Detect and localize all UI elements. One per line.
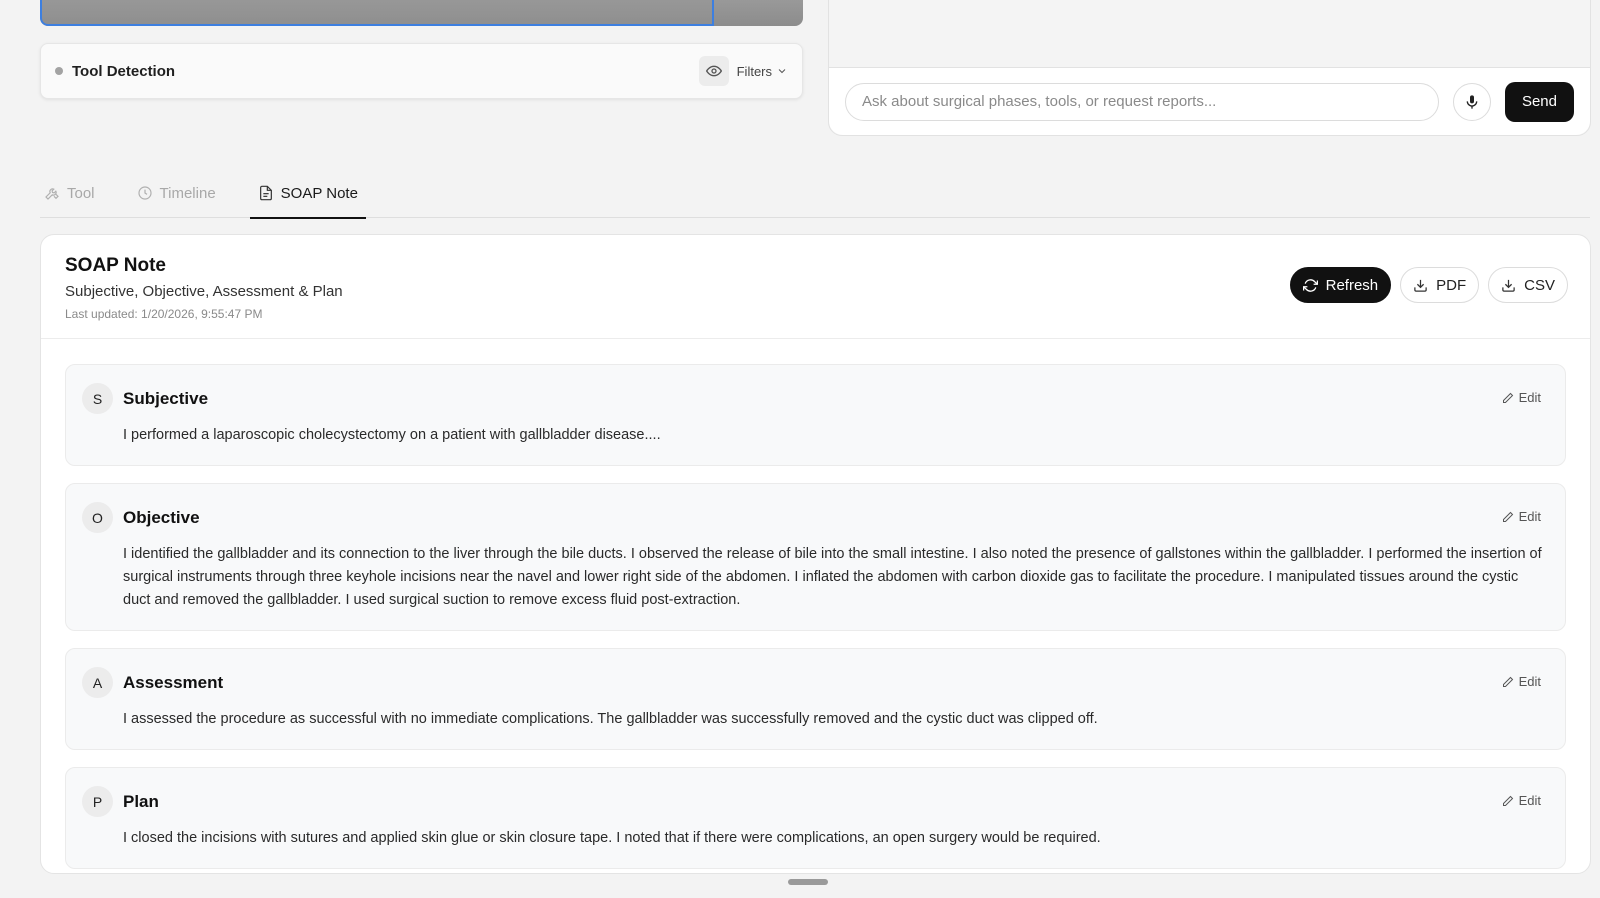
- soap-sections: [41, 339, 1590, 869]
- refresh-button[interactable]: [1290, 267, 1392, 303]
- document-icon: [258, 185, 274, 201]
- soap-header: [41, 235, 1590, 339]
- clock-icon: [137, 185, 153, 201]
- last-updated: Last updated: 1/20/2026, 9:55:47 PM: [65, 307, 263, 321]
- soap-subtitle: Subjective, Objective, Assessment & Plan: [65, 283, 343, 300]
- section-letter: O: [82, 502, 113, 533]
- filters-label: Filters: [736, 63, 772, 79]
- soap-section-assessment: [65, 648, 1566, 750]
- tools-icon: [44, 185, 60, 201]
- send-button[interactable]: Send: [1505, 82, 1574, 122]
- pdf-download-button[interactable]: [1400, 267, 1479, 303]
- edit-label: Edit: [1518, 390, 1541, 405]
- microphone-icon: [1464, 94, 1480, 110]
- tool-detection-bar: [40, 43, 803, 99]
- pencil-icon: [1502, 392, 1514, 404]
- pencil-icon: [1502, 511, 1514, 523]
- section-text: I assessed the procedure as successful with no immediate complications. The gallbladder was successfully removed and the cystic duct was clipped off.: [123, 711, 1098, 727]
- edit-label: Edit: [1518, 509, 1541, 524]
- section-text: I identified the gallbladder and its connection to the liver through the bile ducts. I observed the release of bile into the small intestine. I also noted the presence of gallstones within the gallbladder. I performed the insertion of surgical instruments through three keyhole incisions near the navel and lower right side of the abdomen. I inflated the abdomen with carbon dioxide gas to facilitate the procedure. I manipulated tissues around the cystic duct and removed the gallbladder. I used surgical suction to remove excess fluid post-extraction.: [123, 546, 1542, 608]
- section-letter: A: [82, 667, 113, 698]
- soap-actions: [1290, 267, 1568, 303]
- csv-label: CSV: [1524, 276, 1555, 294]
- soap-note-card: [40, 234, 1591, 874]
- section-title: Subjective: [123, 388, 209, 408]
- chat-input-row: [829, 67, 1590, 135]
- refresh-icon: [1303, 278, 1318, 293]
- section-text: I closed the incisions with sutures and applied skin glue or skin closure tape. I noted that if there were complications, an open surgery would be required.: [123, 830, 1101, 846]
- tab-bar: [40, 168, 1590, 218]
- soap-section-plan: [65, 767, 1566, 869]
- chat-input[interactable]: [845, 83, 1439, 121]
- video-player[interactable]: [40, 0, 803, 26]
- eye-icon[interactable]: [699, 56, 729, 86]
- tab-soap-note[interactable]: [254, 168, 362, 218]
- soap-section-objective: [65, 483, 1566, 631]
- tab-tool-label: Tool: [67, 184, 95, 202]
- edit-label: Edit: [1518, 674, 1541, 689]
- section-text: I performed a laparoscopic cholecystectomy on a patient with gallbladder disease....: [123, 427, 661, 443]
- tab-soap-note-label: SOAP Note: [280, 184, 358, 202]
- filters-dropdown[interactable]: [737, 64, 788, 79]
- soap-section-subjective: [65, 364, 1566, 466]
- pdf-label: PDF: [1436, 276, 1467, 294]
- tab-tool[interactable]: [40, 168, 99, 218]
- section-title: Objective: [123, 507, 200, 527]
- edit-button[interactable]: [1502, 674, 1541, 689]
- section-title: Assessment: [123, 672, 224, 692]
- csv-download-button[interactable]: [1488, 267, 1568, 303]
- refresh-label: Refresh: [1325, 276, 1379, 294]
- soap-title: SOAP Note: [65, 255, 167, 276]
- section-title: Plan: [123, 791, 159, 811]
- chat-panel: [828, 0, 1591, 136]
- edit-button[interactable]: [1502, 509, 1541, 524]
- tab-timeline[interactable]: [133, 168, 220, 218]
- edit-label: Edit: [1518, 793, 1541, 808]
- section-letter: P: [82, 786, 113, 817]
- tool-detection-label: Tool Detection: [72, 62, 176, 80]
- drag-handle[interactable]: [788, 879, 828, 885]
- edit-button[interactable]: [1502, 390, 1541, 405]
- edit-button[interactable]: [1502, 793, 1541, 808]
- microphone-button[interactable]: [1453, 83, 1491, 121]
- pencil-icon: [1502, 795, 1514, 807]
- download-icon: [1501, 278, 1516, 293]
- pencil-icon: [1502, 676, 1514, 688]
- status-dot: [55, 67, 63, 75]
- tab-timeline-label: Timeline: [159, 184, 216, 202]
- section-letter: S: [82, 383, 113, 414]
- video-progress-bar[interactable]: [40, 0, 714, 26]
- chevron-down-icon: [776, 65, 788, 77]
- download-icon: [1413, 278, 1428, 293]
